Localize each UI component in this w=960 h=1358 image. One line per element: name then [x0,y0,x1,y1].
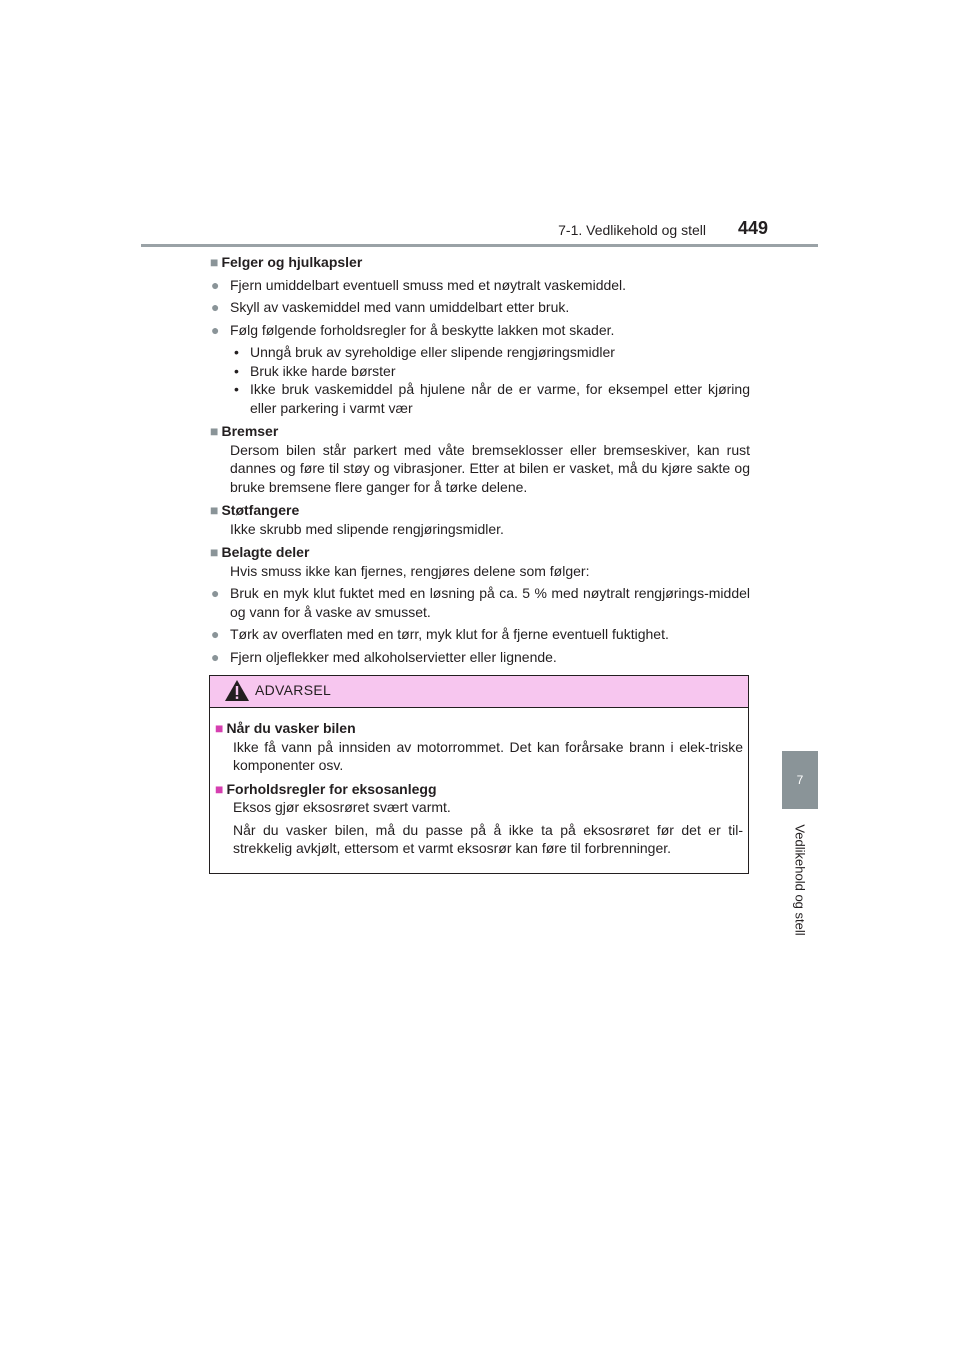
circle-bullet-icon: ● [211,321,220,338]
warning-body [210,708,748,858]
chapter-tab-number: 7 [796,773,804,787]
square-bullet-icon: ■ [210,254,219,270]
warning-section-title: ■ Når du vasker bilen [215,720,356,736]
warning-triangle-icon [224,679,250,702]
circle-bullet-icon: ● [211,626,220,642]
warning-paragraph: Ikke få vann på innsiden av motorrommet. Det kan forårsake brann i elek-triske komponenter osv. [233,738,743,773]
header-divider [141,244,818,247]
main-content [210,253,750,666]
section-title-belagte: ■ Belagte deler [210,544,310,560]
section-text-stotfangere: Ikke skrubb med slipende rengjøringsmidler. [230,520,504,537]
square-bullet-icon: ■ [210,423,219,439]
square-bullet-icon: ■ [210,544,219,560]
chapter-side-label: Vedlikehold og stell [792,824,808,936]
sub-list-item: • Unngå bruk av syreholdige eller slipende rengjøringsmidler [234,344,615,360]
bullet-dot-icon: • [234,344,239,360]
list-item: ● Følg følgende forholdsregler for å beskytte lakken mot skader. [211,321,615,338]
warning-header [210,676,748,708]
warning-paragraph: Når du vasker bilen, må du passe på å ikke ta på eksosrøret før det er til-strekkelig avkjølt, ettersom et varmt eksosrør kan føre til forbrenninger. [233,821,743,856]
circle-bullet-icon: ● [211,585,220,601]
warning-paragraph: Eksos gjør eksosrøret svært varmt. [233,799,451,815]
warning-section-title: ■ Forholdsregler for eksosanlegg [215,780,437,797]
chapter-tab [782,751,818,809]
bullet-dot-icon: • [234,362,239,379]
list-item: ● Skyll av vaskemiddel med vann umiddelbart etter bruk. [211,299,570,315]
circle-bullet-icon: ● [211,276,220,293]
warning-label: ADVARSEL [255,682,332,698]
section-text-bremser: Dersom bilen står parkert med våte bremseklosser eller bremseskiver, kan rust dannes og føre til støy og vibrasjoner. Etter at bilen er vasket, må du kjøre sakte og bruke bremsene flere ganger for å tørke delene. [230,441,750,495]
warning-box [209,675,749,874]
square-bullet-icon: ■ [215,720,224,736]
list-item: ● Tørk av overflaten med en tørr, myk klut for å fjerne eventuell fuktighet. [211,626,669,642]
sub-list [210,343,750,417]
bullet-dot-icon: • [234,381,239,397]
list-item: ● Fjern oljeflekker med alkoholservietter eller lignende. [211,648,557,665]
circle-bullet-icon: ● [211,648,220,665]
section-heading: 7-1. Vedlikehold og stell [558,222,706,238]
section-title-stotfangere: ■ Støtfangere [210,502,300,518]
page-number: 449 [738,218,769,238]
square-bullet-icon: ■ [210,502,219,518]
square-bullet-icon: ■ [215,780,224,797]
list-item: ● Bruk en myk klut fuktet med en løsning på ca. 5 % med nøytralt rengjørings-middel og vann for å vaske av smusset. [211,585,750,620]
sub-list-item: • Bruk ikke harde børster [234,362,396,379]
list-item: ● Fjern umiddelbart eventuell smuss med et nøytralt vaskemiddel. [211,276,627,293]
section-text-belagte: Hvis smuss ikke kan fjernes, rengjøres delene som følger: [230,562,590,579]
section-title-felger: ■ Felger og hjulkapsler [210,254,363,270]
sub-list-item: • Ikke bruk vaskemiddel på hjulene når de er varme, for eksempel etter kjøring eller parkering i varmt vær [234,381,750,416]
circle-bullet-icon: ● [211,299,220,315]
section-title-bremser: ■ Bremser [210,423,279,439]
